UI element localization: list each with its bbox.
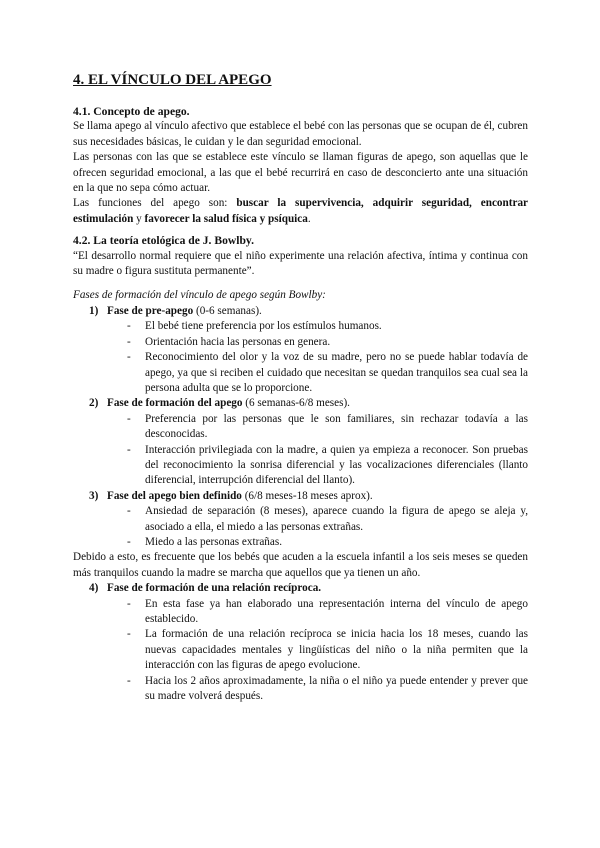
list-item (127, 350, 528, 396)
phase-title: Fase de formación del apego (107, 397, 243, 410)
list-item (127, 504, 528, 535)
phase-heading (89, 396, 528, 411)
list-item (127, 412, 528, 443)
phase-range: (6/8 meses-18 meses aprox). (241, 489, 373, 502)
bullet-text: Preferencia por las personas que le son familiares, sin rechazar todavía a las desconocidas. (145, 412, 528, 441)
phase-title: Fase del apego bien definido (107, 489, 242, 502)
dash-marker: - (127, 335, 131, 348)
list-item (127, 335, 528, 350)
section-heading-bowlby: 4.2. La teoría etológica de J. Bowlby. (73, 234, 254, 248)
bullet-text: Miedo a las personas extrañas. (145, 535, 283, 548)
bullet-list (73, 319, 528, 396)
list-item (127, 443, 528, 489)
section-heading-concepto: 4.1. Concepto de apego. (73, 105, 190, 118)
document-page (73, 70, 528, 704)
funciones-mid: y (133, 212, 145, 225)
dash-marker: - (127, 505, 131, 518)
bullet-text: Interacción privilegiada con la madre, a quien ya empieza a reconocer. Son pruebas del reconocimiento la sonrisa diferencial y las vocalizaciones diferenciales (llanto diferencial, interrupción diferencial del llanto). (145, 443, 528, 487)
phases-intro: Fases de formación del vínculo de apego según Bowlby: (73, 289, 326, 302)
funciones-prefix: Las funciones del apego son: (73, 197, 237, 210)
list-item (127, 319, 528, 334)
paragraph-figuras: Las personas con las que se establece este vínculo se llaman figuras de apego, son aquellas que le ofrecen seguridad emocional, a las que el bebé recurrirá en caso de desconcierto ante una situación en la que no sepa cómo actuar. (73, 151, 528, 195)
phase-item-2 (73, 396, 528, 488)
phase-heading (89, 304, 528, 319)
phase-heading (89, 581, 528, 596)
bullet-text: Orientación hacia las personas en genera. (145, 335, 331, 348)
phase-item-1 (73, 304, 528, 396)
dash-marker: - (127, 443, 131, 456)
bullet-list (73, 597, 528, 705)
bullet-text: En esta fase ya han elaborado una representación interna del vínculo de apego establecido. (145, 597, 528, 625)
phase-title: Fase de pre-apego (107, 304, 194, 317)
phase-number: 1) (89, 304, 99, 317)
list-item (127, 535, 528, 550)
phase-item-3 (73, 489, 528, 551)
phase-item-4 (73, 581, 528, 704)
phase-title: Fase de formación de una relación recíproca. (107, 582, 322, 595)
phase-number: 2) (89, 397, 99, 410)
funciones-suffix: . (307, 212, 311, 225)
list-item (127, 674, 528, 705)
list-item (127, 627, 528, 673)
phase-range: (0-6 semanas). (193, 304, 262, 317)
paragraph-funciones (73, 196, 528, 227)
phase-number: 3) (89, 489, 99, 502)
dash-marker: - (127, 628, 131, 641)
paragraph-debido: Debido a esto, es frecuente que los bebés que acuden a la escuela infantil a los seis meses se queden más tranquilos cuando la madre se marcha que aquellos que ya tienen un año. (73, 551, 528, 579)
bullet-text: La formación de una relación recíproca se inicia hacia los 18 meses, cuando las nuevas capacidades mentales y lingüísticas del niño o la niña permiten que la interacción con las figuras de apego evolucione. (145, 628, 528, 672)
dash-marker: - (127, 351, 131, 364)
bullet-text: Reconocimiento del olor y la voz de su madre, pero no se puede hablar todavía de apego, ya que si reciben el cuidado que necesitan se quedan tranquilos sea cual sea la persona adulta que se lo proporcione. (145, 351, 528, 394)
phase-heading (89, 489, 528, 504)
page-title: 4. EL VÍNCULO DEL APEGO (73, 72, 272, 88)
dash-marker: - (127, 535, 131, 548)
funciones-bold-1: buscar la supervivencia, adquirir seguridad, encontrar estimulación (73, 197, 528, 225)
bullet-text: Hacia los 2 años aproximadamente, la niña o el niño ya puede entender y prever que su madre volverá después. (145, 674, 528, 703)
phase-range: (6 semanas-6/8 meses). (242, 397, 350, 410)
bullet-list (73, 412, 528, 489)
paragraph-definicion: Se llama apego al vínculo afectivo que establece el bebé con las personas que se ocupan de él, cubren sus necesidades básicas, le cuidan y le dan seguridad emocional. (73, 120, 528, 148)
phase-number: 4) (89, 582, 99, 595)
dash-marker: - (127, 320, 131, 333)
dash-marker: - (127, 597, 131, 610)
bullet-text: Ansiedad de separación (8 meses), aparece cuando la figura de apego se aleja y, asociado a ella, el miedo a las personas extrañas. (145, 505, 528, 533)
bullet-text: El bebé tiene preferencia por los estímulos humanos. (145, 320, 382, 333)
list-item (127, 597, 528, 628)
bullet-list (73, 504, 528, 550)
dash-marker: - (127, 412, 131, 425)
phases-list (73, 304, 528, 551)
dash-marker: - (127, 674, 131, 687)
quote-bowlby: “El desarrollo normal requiere que el niño experimente una relación afectiva, íntima y continua con su madre o figura sustituta permanente”. (73, 249, 528, 278)
funciones-bold-2: favorecer la salud física y psíquica (144, 212, 308, 225)
